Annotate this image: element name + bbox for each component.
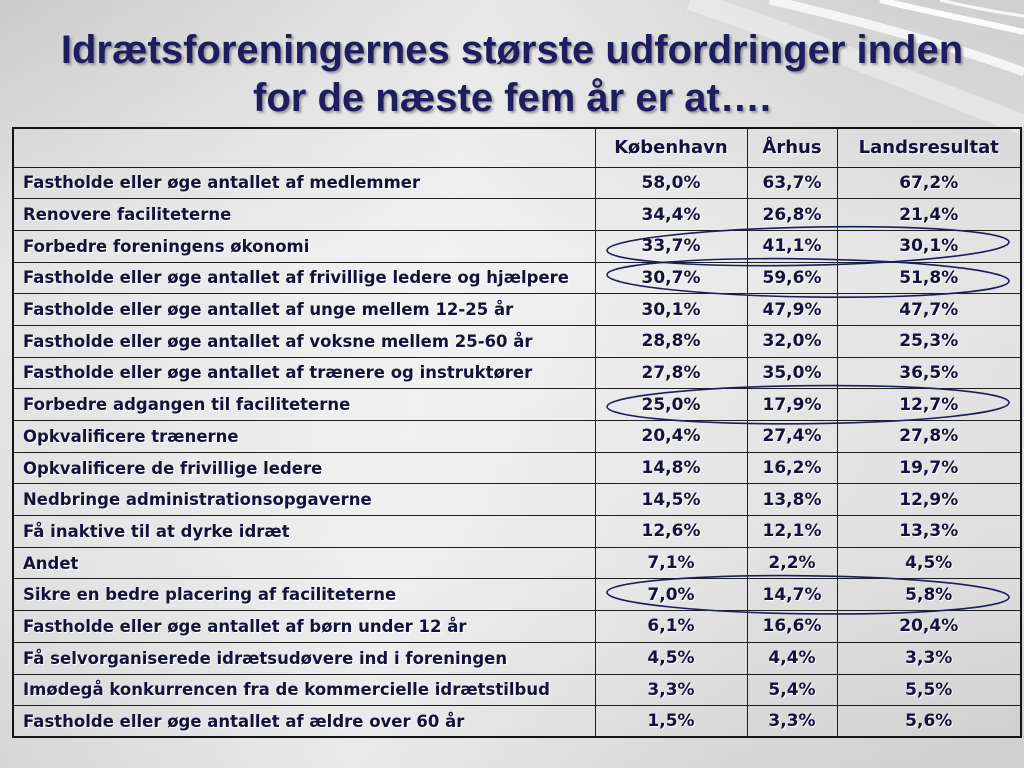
- row-label: Fastholde eller øge antallet af frivillige ledere og hjælpere: [13, 262, 595, 294]
- row-label: Få selvorganiserede idrætsudøvere ind i foreningen: [13, 642, 595, 674]
- row-label: Fastholde eller øge antallet af unge mellem 12-25 år: [13, 294, 595, 326]
- table-row: [13, 167, 1021, 199]
- table-row: [13, 547, 1021, 579]
- value-arhus: 3,3%: [747, 706, 837, 738]
- table-row: [13, 230, 1021, 262]
- background-swoosh: [940, 0, 1024, 16]
- value-arhus: 32,0%: [747, 325, 837, 357]
- value-landsresultat: 30,1%: [837, 230, 1021, 262]
- table-row: [13, 516, 1021, 548]
- value-landsresultat: 51,8%: [837, 262, 1021, 294]
- table-row: [13, 294, 1021, 326]
- value-kobenhavn: 14,5%: [595, 484, 747, 516]
- row-label: Få inaktive til at dyrke idræt: [13, 516, 595, 548]
- title-line-1: Idrætsforeningernes største udfordringer inden: [60, 28, 964, 72]
- results-table: [12, 127, 1022, 738]
- value-landsresultat: 4,5%: [837, 547, 1021, 579]
- value-arhus: 14,7%: [747, 579, 837, 611]
- value-landsresultat: 19,7%: [837, 452, 1021, 484]
- table-row: [13, 611, 1021, 643]
- table-row: [13, 674, 1021, 706]
- value-arhus: 59,6%: [747, 262, 837, 294]
- value-arhus: 41,1%: [747, 230, 837, 262]
- value-arhus: 27,4%: [747, 421, 837, 453]
- table-row: [13, 357, 1021, 389]
- value-landsresultat: 47,7%: [837, 294, 1021, 326]
- column-header-arhus: Århus: [747, 128, 837, 167]
- value-kobenhavn: 1,5%: [595, 706, 747, 738]
- value-kobenhavn: 58,0%: [595, 167, 747, 199]
- table-row: [13, 706, 1021, 738]
- value-kobenhavn: 25,0%: [595, 389, 747, 421]
- value-arhus: 13,8%: [747, 484, 837, 516]
- value-kobenhavn: 30,7%: [595, 262, 747, 294]
- table-row: [13, 325, 1021, 357]
- value-arhus: 35,0%: [747, 357, 837, 389]
- value-arhus: 47,9%: [747, 294, 837, 326]
- title-line-2: for de næste fem år er at….: [253, 76, 771, 120]
- value-landsresultat: 12,9%: [837, 484, 1021, 516]
- value-kobenhavn: 14,8%: [595, 452, 747, 484]
- value-arhus: 16,2%: [747, 452, 837, 484]
- value-kobenhavn: 12,6%: [595, 516, 747, 548]
- value-landsresultat: 13,3%: [837, 516, 1021, 548]
- value-arhus: 63,7%: [747, 167, 837, 199]
- value-kobenhavn: 33,7%: [595, 230, 747, 262]
- value-arhus: 2,2%: [747, 547, 837, 579]
- value-landsresultat: 67,2%: [837, 167, 1021, 199]
- table-row: [13, 389, 1021, 421]
- value-landsresultat: 5,8%: [837, 579, 1021, 611]
- column-header-kobenhavn: København: [595, 128, 747, 167]
- row-label: Fastholde eller øge antallet af ældre over 60 år: [13, 706, 595, 738]
- value-landsresultat: 21,4%: [837, 199, 1021, 231]
- value-landsresultat: 12,7%: [837, 389, 1021, 421]
- value-kobenhavn: 6,1%: [595, 611, 747, 643]
- value-landsresultat: 20,4%: [837, 611, 1021, 643]
- value-landsresultat: 36,5%: [837, 357, 1021, 389]
- table-row: [13, 642, 1021, 674]
- value-kobenhavn: 34,4%: [595, 199, 747, 231]
- value-kobenhavn: 3,3%: [595, 674, 747, 706]
- value-kobenhavn: 20,4%: [595, 421, 747, 453]
- value-kobenhavn: 30,1%: [595, 294, 747, 326]
- value-arhus: 16,6%: [747, 611, 837, 643]
- row-label: Forbedre foreningens økonomi: [13, 230, 595, 262]
- row-label: Sikre en bedre placering af faciliteterne: [13, 579, 595, 611]
- slide-title: [0, 26, 1024, 122]
- value-kobenhavn: 7,0%: [595, 579, 747, 611]
- value-kobenhavn: 7,1%: [595, 547, 747, 579]
- value-arhus: 12,1%: [747, 516, 837, 548]
- table-body: [13, 167, 1021, 737]
- row-label: Opkvalificere de frivillige ledere: [13, 452, 595, 484]
- row-label: Fastholde eller øge antallet af medlemmer: [13, 167, 595, 199]
- row-label: Andet: [13, 547, 595, 579]
- header-row: [13, 128, 1021, 167]
- value-kobenhavn: 28,8%: [595, 325, 747, 357]
- value-kobenhavn: 4,5%: [595, 642, 747, 674]
- value-arhus: 4,4%: [747, 642, 837, 674]
- value-arhus: 17,9%: [747, 389, 837, 421]
- value-landsresultat: 25,3%: [837, 325, 1021, 357]
- value-arhus: 26,8%: [747, 199, 837, 231]
- row-label: Fastholde eller øge antallet af voksne mellem 25-60 år: [13, 325, 595, 357]
- column-header-landsresultat: Landsresultat: [837, 128, 1021, 167]
- table-row: [13, 421, 1021, 453]
- value-landsresultat: 27,8%: [837, 421, 1021, 453]
- row-label: Imødegå konkurrencen fra de kommercielle idrætstilbud: [13, 674, 595, 706]
- value-arhus: 5,4%: [747, 674, 837, 706]
- row-label: Fastholde eller øge antallet af trænere og instruktører: [13, 357, 595, 389]
- row-label: Forbedre adgangen til faciliteterne: [13, 389, 595, 421]
- value-landsresultat: 5,5%: [837, 674, 1021, 706]
- row-label: Nedbringe administrationsopgaverne: [13, 484, 595, 516]
- row-label: Fastholde eller øge antallet af børn under 12 år: [13, 611, 595, 643]
- table-row: [13, 262, 1021, 294]
- table-row: [13, 484, 1021, 516]
- header-corner: [13, 128, 595, 167]
- table-row: [13, 452, 1021, 484]
- table-row: [13, 199, 1021, 231]
- row-label: Opkvalificere trænerne: [13, 421, 595, 453]
- row-label: Renovere faciliteterne: [13, 199, 595, 231]
- value-kobenhavn: 27,8%: [595, 357, 747, 389]
- table-row: [13, 579, 1021, 611]
- value-landsresultat: 3,3%: [837, 642, 1021, 674]
- value-landsresultat: 5,6%: [837, 706, 1021, 738]
